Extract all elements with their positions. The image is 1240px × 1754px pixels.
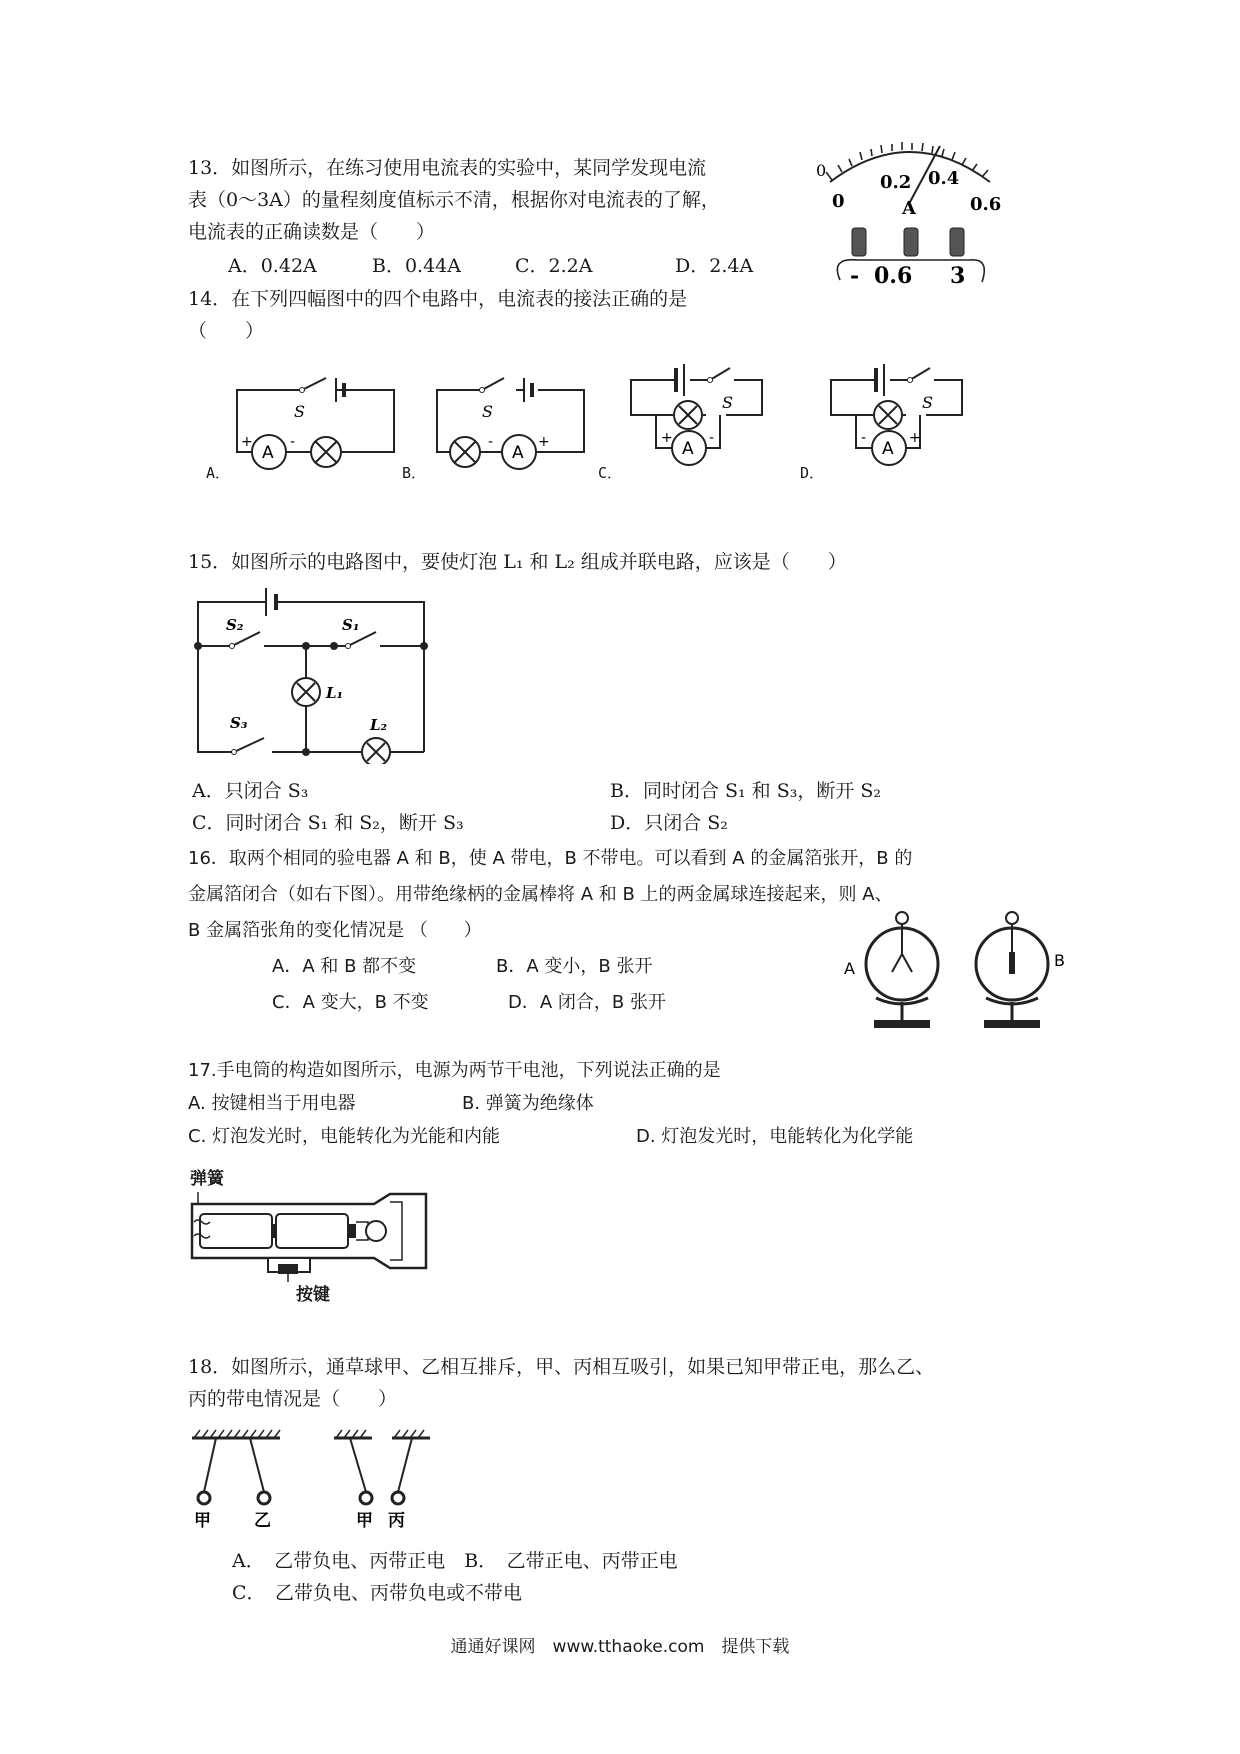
flashlight-button-label: 按键 <box>296 1285 330 1305</box>
q15-circuit-figure <box>186 584 436 764</box>
ball-yi-label: 乙 <box>254 1511 271 1528</box>
q16-stem-line1: 16．取两个相同的验电器 A 和 B，使 A 带电，B 不带电。可以看到 A 的金属箔张开，B 的 <box>188 848 913 869</box>
q17-option-d: D. 灯泡发光时，电能转化为化学能 <box>636 1126 914 1147</box>
q13-option-a: A．0.42A <box>228 255 317 277</box>
meter-tick-0-2: 0.2 <box>880 172 912 193</box>
electroscope-a-label: A <box>844 959 855 978</box>
circuit-d-ammeter-label: A <box>882 439 894 459</box>
q15-lamp-l2-label: L₂ <box>370 716 388 734</box>
ball-bing-label: 丙 <box>388 1511 405 1528</box>
q13-stem-line3: 电流表的正确读数是（ ） <box>188 221 436 243</box>
meter-tick-0-4: 0.4 <box>928 168 960 189</box>
q14-stem-line1: 14．在下列四幅图中的四个电路中，电流表的接法正确的是 <box>188 288 688 310</box>
q15-switch-s2-label: S₂ <box>226 616 244 634</box>
meter-terminal-3: 3 <box>950 263 966 289</box>
circuit-d-switch-label: S <box>922 393 933 412</box>
q16-stem-line2: 金属箔闭合（如右下图）。用带绝缘柄的金属棒将 A 和 B 上的两金属球连接起来，则 A、 <box>188 884 893 905</box>
q15-option-a: A．只闭合 S₃ <box>192 780 309 802</box>
ammeter-dial-drawing <box>810 132 1010 302</box>
q15-option-c: C．同时闭合 S₁ 和 S₂，断开 S₃ <box>192 812 464 834</box>
q17-option-c: C. 灯泡发光时，电能转化为光能和内能 <box>188 1126 501 1147</box>
ball-jia-left-label: 甲 <box>194 1511 211 1528</box>
circuit-a-label: A． <box>206 464 231 482</box>
circuit-b-figure <box>432 370 602 470</box>
circuit-c-plus: + <box>661 430 673 446</box>
q17-option-a: A. 按键相当于用电器 <box>188 1093 356 1114</box>
circuit-b-plus: + <box>538 434 550 450</box>
q17-option-b: B. 弹簧为绝缘体 <box>462 1093 594 1114</box>
circuit-a-ammeter-label: A <box>262 443 274 463</box>
q13-option-d: D．2.4A <box>675 255 754 277</box>
flashlight-figure <box>190 1192 430 1282</box>
q13-stem-line2: 表（0～3A）的量程刻度值标示不清，根据你对电流表的了解， <box>188 189 720 211</box>
circuit-b-ammeter-label: A <box>512 443 524 463</box>
q16-option-a: A．A 和 B 都不变 <box>272 956 417 977</box>
q13-stem-line1: 13．如图所示，在练习使用电流表的实验中，某同学发现电流 <box>188 157 707 179</box>
q16-option-b: B．A 变小，B 张开 <box>496 956 653 977</box>
meter-unit-label: A <box>902 198 916 219</box>
pith-balls-figure <box>186 1428 446 1528</box>
q13-option-c: C．2.2A <box>515 255 593 277</box>
flashlight-spring-label: 弹簧 <box>190 1169 224 1189</box>
q18-stem-line1: 18．如图所示，通草球甲、乙相互排斥，甲、丙相互吸引，如果已知甲带正电，那么乙、 <box>188 1356 935 1378</box>
q17-stem: 17.手电筒的构造如图所示，电源为两节干电池，下列说法正确的是 <box>188 1060 721 1081</box>
q15-stem: 15．如图所示的电路图中，要使灯泡 L₁ 和 L₂ 组成并联电路，应该是（ ） <box>188 551 847 573</box>
circuit-a-plus: + <box>241 434 253 450</box>
meter-tick-top-0: 0 <box>816 161 827 180</box>
meter-terminal-0-6: 0.6 <box>874 263 913 289</box>
circuit-c-figure <box>626 360 776 470</box>
q15-option-d: D．只闭合 S₂ <box>610 812 728 834</box>
q16-option-d: D．A 闭合，B 张开 <box>508 992 666 1013</box>
q15-option-b: B．同时闭合 S₁ 和 S₃，断开 S₂ <box>610 780 882 802</box>
q15-switch-s1-label: S₁ <box>342 616 360 634</box>
q18-option-c: C． 乙带负电、丙带负电或不带电 <box>232 1582 523 1604</box>
electroscope-b-label: B <box>1054 951 1065 970</box>
circuit-d-label: D． <box>800 464 825 482</box>
circuit-d-figure <box>826 360 976 470</box>
q13-option-b: B．0.44A <box>372 255 461 277</box>
q18-stem-line2: 丙的带电情况是（ ） <box>188 1388 398 1410</box>
circuit-d-plus: + <box>909 430 921 446</box>
circuit-c-minus: - <box>709 430 715 446</box>
electroscopes-figure <box>836 906 1076 1036</box>
q14-stem-line2: （ ） <box>188 320 265 342</box>
circuit-b-minus: - <box>488 434 494 450</box>
circuit-c-label: C． <box>598 464 623 482</box>
circuit-a-figure <box>232 370 402 470</box>
meter-terminal-minus: - <box>850 263 860 289</box>
circuit-a-minus: - <box>290 434 296 450</box>
circuit-b-label: B． <box>402 464 427 482</box>
q18-options-ab: A． 乙带负电、丙带正电 B． 乙带正电、丙带正电 <box>232 1550 678 1572</box>
meter-tick-0: 0 <box>832 191 845 212</box>
ammeter-dial-figure <box>810 132 1010 302</box>
meter-tick-0-6: 0.6 <box>970 194 1002 215</box>
q15-lamp-l1-label: L₁ <box>326 684 344 702</box>
q15-switch-s3-label: S₃ <box>230 714 248 732</box>
circuit-a-switch-label: S <box>294 402 305 421</box>
circuit-c-switch-label: S <box>722 393 733 412</box>
q16-option-c: C．A 变大，B 不变 <box>272 992 429 1013</box>
page-footer: 通通好课网 www.tthaoke.com 提供下载 <box>450 1637 790 1657</box>
ball-jia-right-label: 甲 <box>356 1511 373 1528</box>
circuit-b-switch-label: S <box>482 402 493 421</box>
q16-stem-line3: B 金属箔张角的变化情况是 （ ） <box>188 920 482 941</box>
circuit-c-ammeter-label: A <box>682 439 694 459</box>
circuit-d-minus: - <box>861 430 867 446</box>
